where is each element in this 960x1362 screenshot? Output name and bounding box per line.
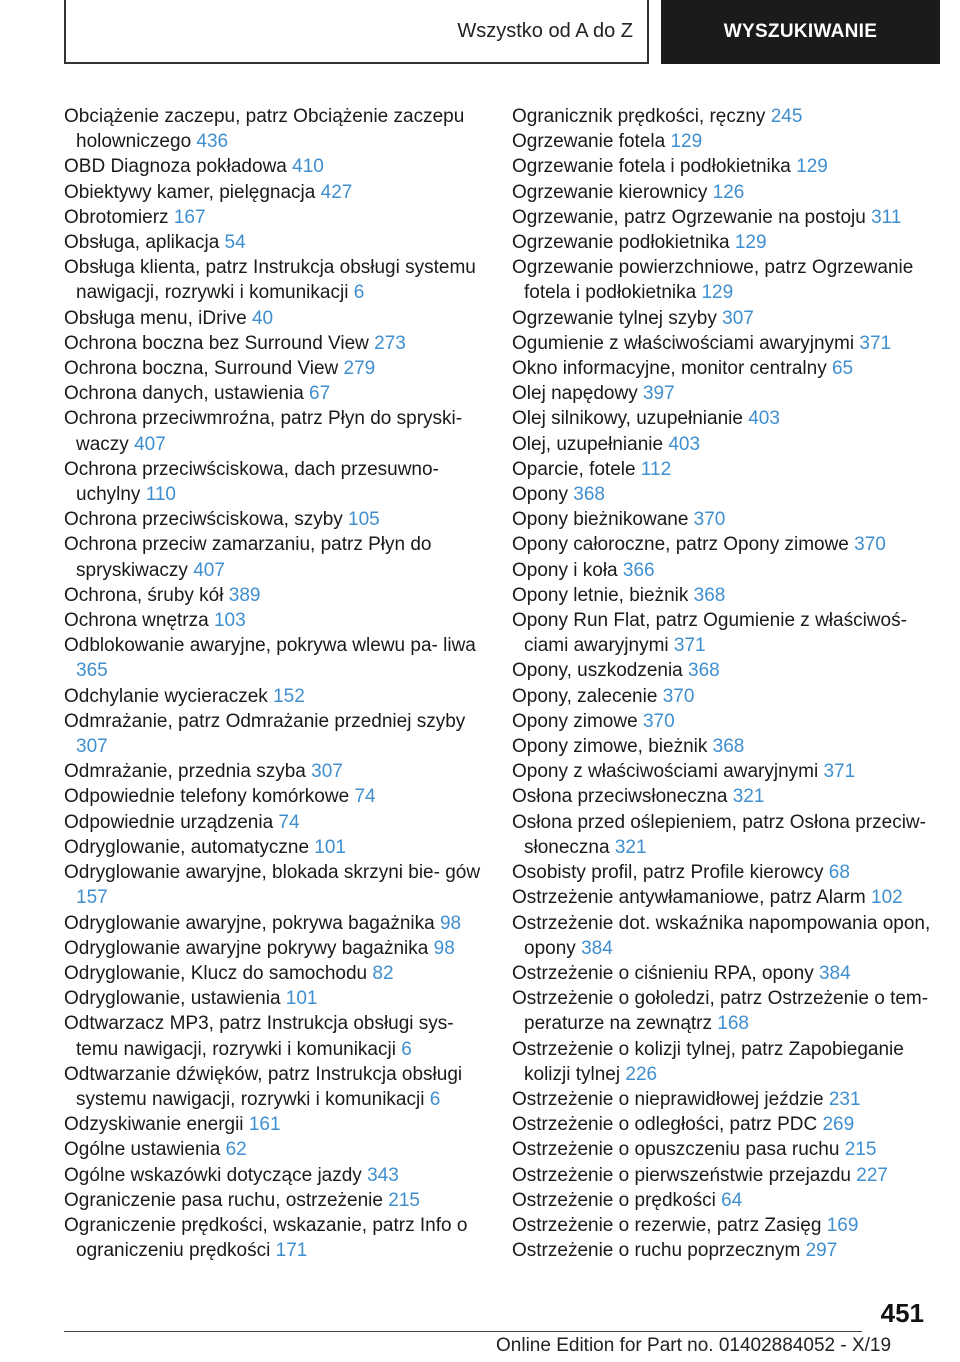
index-entry	[512, 1238, 932, 1263]
entry-page-link[interactable]: 368	[693, 584, 726, 606]
entry-text: Ogrzewanie podłokietnika	[512, 232, 730, 254]
entry-text: Odpowiednie telefony komórkowe	[64, 786, 350, 808]
entry-page-link[interactable]: 321	[614, 836, 647, 858]
entry-text: Odmrażanie, patrz Odmrażanie przedniej szyby	[64, 710, 466, 732]
entry-text: Odryglowanie, automatyczne	[64, 836, 310, 858]
index-entry	[64, 1163, 484, 1188]
entry-page-link[interactable]: 403	[748, 408, 780, 430]
entry-text: Odtwarzacz MP3, patrz Instrukcja obsługi sys‐ temu nawigacji, rozrywki i komunikacji	[64, 1013, 454, 1060]
index-entry	[64, 936, 484, 961]
entry-text: Ostrzeżenie dot. wskaźnika napompowania opon, opony	[512, 912, 931, 959]
index-entry	[512, 759, 932, 784]
entry-text: Odchylanie wycieraczek	[64, 685, 268, 707]
index-entry	[64, 784, 484, 809]
entry-text: Olej napędowy	[512, 383, 638, 405]
entry-page-link[interactable]: 370	[693, 509, 726, 531]
edition-text: Online Edition for Part no. 01402884052 - X/19	[496, 1335, 892, 1356]
index-entry	[64, 457, 484, 507]
entry-page-link[interactable]: 129	[701, 282, 734, 304]
index-entry	[64, 1062, 484, 1112]
index-entry	[64, 180, 484, 205]
index-entry	[512, 129, 932, 154]
entry-page-link[interactable]: 167	[173, 206, 206, 228]
entry-text: Ostrzeżenie o pierwszeństwie przejazdu	[512, 1164, 851, 1186]
entry-page-link[interactable]: 366	[622, 559, 655, 581]
entry-page-link[interactable]: 365	[76, 660, 108, 682]
entry-text: Ochrona przeciwściskowa, dach przesuwno‐ uchylny	[64, 458, 439, 506]
index-entry	[512, 608, 932, 658]
index-entry	[512, 684, 932, 709]
entry-text: Ostrzeżenie o ciśnieniu RPA, opony	[512, 962, 814, 984]
entry-text: Ochrona przeciw zamarzaniu, patrz Płyn do spryskiwaczy	[64, 534, 432, 581]
entry-text: Ogólne ustawienia	[64, 1139, 221, 1161]
entry-text: Ostrzeżenie antywłamaniowe, patrz Alarm	[512, 887, 866, 909]
index-entry	[64, 255, 484, 305]
entry-text: Ostrzeżenie o kolizji tylnej, patrz Zapobieganie kolizji tylnej	[512, 1038, 904, 1085]
index-entry	[512, 432, 932, 457]
entry-page-link[interactable]: 82	[372, 962, 394, 984]
entry-text: Odtwarzanie dźwięków, patrz Instrukcja obsługi systemu nawigacji, rozrywki i komunikacji	[64, 1063, 463, 1110]
entry-page-link[interactable]: 103	[213, 610, 246, 632]
entry-page-link[interactable]: 101	[285, 988, 318, 1010]
entry-text: Obciążenie zaczepu, patrz Obciążenie zaczepu holowniczego	[64, 106, 465, 153]
index-entry	[512, 860, 932, 885]
entry-text: Ogrzewanie, patrz Ogrzewanie na postoju	[512, 206, 866, 228]
index-entry	[512, 1188, 932, 1213]
entry-page-link[interactable]: 64	[721, 1189, 743, 1211]
entry-text: Opony bieżnikowane	[512, 509, 689, 531]
entry-text: Ochrona boczna, Surround View	[64, 358, 339, 380]
entry-page-link[interactable]: 307	[722, 307, 754, 329]
entry-text: Odryglowanie awaryjne, blokada skrzyni bie‐ gów	[64, 862, 481, 884]
index-entry	[64, 1137, 484, 1162]
index-entry	[512, 406, 932, 431]
entry-text: Ostrzeżenie o opuszczeniu pasa ruchu	[512, 1139, 840, 1161]
index-entry	[512, 810, 932, 860]
index-entry	[512, 558, 932, 583]
entry-page-link[interactable]: 65	[831, 358, 854, 380]
entry-page-link[interactable]: 67	[309, 383, 331, 405]
entry-text: Opony, uszkodzenia	[512, 660, 683, 682]
entry-page-link[interactable]: 54	[224, 232, 246, 254]
index-entry	[64, 154, 484, 179]
entry-page-link[interactable]: 110	[145, 484, 176, 506]
entry-page-link[interactable]: 169	[826, 1214, 859, 1236]
entry-page-link[interactable]: 407	[134, 433, 166, 455]
index-entry	[64, 961, 484, 986]
entry-page-link[interactable]: 410	[292, 156, 324, 178]
entry-page-link[interactable]: 371	[673, 635, 706, 657]
entry-text: Obiektywy kamer, pielęgnacja	[64, 181, 316, 203]
entry-text: Ostrzeżenie o rezerwie, patrz Zasięg	[512, 1214, 822, 1236]
footer-divider	[64, 1331, 862, 1332]
entry-page-link[interactable]: 436	[196, 131, 229, 153]
entry-text: Odzyskiwanie energii	[64, 1114, 244, 1136]
index-entry	[64, 356, 484, 381]
index-entry	[512, 1087, 932, 1112]
entry-text: Obsługa menu, iDrive	[64, 307, 247, 329]
entry-text: Olej silnikowy, uzupełnianie	[512, 408, 743, 430]
entry-page-link[interactable]: 168	[717, 1013, 749, 1035]
index-entry	[64, 583, 484, 608]
index-entry	[512, 885, 932, 910]
entry-text: Opony letnie, bieżnik	[512, 584, 689, 606]
entry-page-link[interactable]: 74	[354, 786, 376, 808]
entry-page-link[interactable]: 161	[248, 1114, 281, 1136]
entry-text: Opony z właściwościami awaryjnymi	[512, 761, 819, 783]
index-entry	[512, 154, 932, 179]
index-entry	[64, 104, 484, 154]
index-entry	[512, 734, 932, 759]
entry-page-link[interactable]: 129	[670, 131, 703, 153]
index-entry	[512, 1037, 932, 1087]
entry-text: Okno informacyjne, monitor centralny	[512, 358, 827, 380]
entry-page-link[interactable]: 389	[228, 584, 261, 606]
index-entry	[512, 306, 932, 331]
entry-page-link[interactable]: 126	[712, 181, 745, 203]
entry-page-link[interactable]: 368	[712, 736, 745, 758]
entry-text: Ostrzeżenie o prędkości	[512, 1189, 716, 1211]
index-entry	[64, 911, 484, 936]
index-entry	[512, 709, 932, 734]
index-entry	[512, 104, 932, 129]
index-entry	[512, 507, 932, 532]
entry-page-link[interactable]: 273	[374, 332, 406, 354]
entry-page-link[interactable]: 102	[871, 887, 903, 909]
entry-text: Ogumienie z właściwościami awaryjnymi	[512, 332, 855, 354]
index-entry	[512, 457, 932, 482]
entry-text: Ostrzeżenie o ruchu poprzecznym	[512, 1240, 801, 1262]
entry-page-link[interactable]: 227	[856, 1164, 888, 1186]
entry-text: Ochrona przeciwściskowa, szyby	[64, 509, 343, 531]
entry-page-link[interactable]: 407	[193, 559, 225, 581]
entry-text: Ogrzewanie kierownicy	[512, 181, 708, 203]
index-entry	[64, 306, 484, 331]
entry-page-link[interactable]: 40	[251, 307, 274, 329]
entry-text: Odblokowanie awaryjne, pokrywa wlewu pa‐ liwa	[64, 635, 476, 657]
index-entry	[64, 507, 484, 532]
index-entry	[64, 205, 484, 230]
entry-page-link[interactable]: 297	[805, 1240, 838, 1262]
entry-text: Ogrzewanie powierzchniowe, patrz Ogrzewanie fotela i podłokietnika	[512, 257, 914, 304]
index-column-left	[64, 104, 484, 1263]
entry-text: Ochrona wnętrza	[64, 610, 209, 632]
entry-text: Ostrzeżenie o nieprawidłowej jeździe	[512, 1088, 824, 1110]
entry-page-link[interactable]: 231	[828, 1088, 861, 1110]
entry-page-link[interactable]: 368	[688, 660, 720, 682]
entry-page-link[interactable]: 311	[871, 206, 902, 228]
entry-text: Ogrzewanie tylnej szyby	[512, 307, 717, 329]
entry-text: Ogranicznik prędkości, ręczny	[512, 106, 766, 127]
entry-page-link[interactable]: 226	[625, 1063, 658, 1085]
entry-page-link[interactable]: 403	[668, 433, 701, 455]
index-entry	[64, 230, 484, 255]
index-entry	[512, 482, 932, 507]
index-entry	[512, 1163, 932, 1188]
entry-text: Osłona przed oślepieniem, patrz Osłona przeciw‐ słoneczna	[512, 811, 926, 858]
index-entry	[64, 709, 484, 759]
section-title: Wszystko od A do Z	[457, 19, 633, 42]
search-label: WYSZUKIWANIE	[723, 21, 878, 42]
index-entry	[512, 532, 932, 557]
entry-page-link[interactable]: 215	[388, 1189, 420, 1211]
entry-page-link[interactable]: 371	[859, 332, 892, 354]
entry-page-link[interactable]: 68	[828, 862, 850, 884]
index-entry	[64, 608, 484, 633]
entry-page-link[interactable]: 171	[275, 1240, 308, 1262]
entry-page-link[interactable]: 98	[433, 937, 455, 959]
entry-text: Odmrażanie, przednia szyba	[64, 761, 306, 783]
index-entry	[64, 810, 484, 835]
index-entry	[64, 532, 484, 582]
index-entry	[64, 381, 484, 406]
section-title-tab	[64, 0, 649, 64]
entry-text: Odryglowanie, Klucz do samochodu	[64, 962, 368, 984]
entry-text: Opony i koła	[512, 559, 618, 581]
entry-text: Obsługa, aplikacja	[64, 232, 220, 254]
entry-page-link[interactable]: 105	[348, 509, 380, 531]
entry-page-link[interactable]: 384	[581, 937, 613, 959]
index-entry	[64, 406, 484, 456]
entry-page-link[interactable]: 397	[642, 383, 675, 405]
entry-page-link[interactable]: 384	[818, 962, 851, 984]
entry-text: Odryglowanie, ustawienia	[64, 988, 281, 1010]
entry-page-link[interactable]: 307	[76, 736, 108, 758]
entry-text: Ochrona danych, ustawienia	[64, 383, 304, 405]
index-entry	[512, 180, 932, 205]
entry-text: Obrotomierz	[64, 206, 169, 228]
entry-page-link[interactable]: 427	[320, 181, 353, 203]
entry-text: Opony	[512, 484, 568, 506]
entry-text: Ochrona, śruby kół	[64, 584, 224, 606]
entry-text: Ograniczenie pasa ruchu, ostrzeżenie	[64, 1189, 383, 1211]
index-entry	[512, 1112, 932, 1137]
entry-text: Odryglowanie awaryjne pokrywy bagażnika	[64, 937, 429, 959]
entry-text: Osłona przeciwsłoneczna	[512, 786, 728, 808]
entry-text: Opony zimowe, bieżnik	[512, 736, 708, 758]
index-entry	[512, 986, 932, 1036]
entry-page-link[interactable]: 215	[844, 1139, 877, 1161]
entry-text: OBD Diagnoza pokładowa	[64, 156, 287, 178]
entry-page-link[interactable]: 321	[732, 786, 765, 808]
index-entry	[512, 961, 932, 986]
index-entry	[64, 759, 484, 784]
entry-text: Ostrzeżenie o gołoledzi, patrz Ostrzeżenie o tem‐ peraturze na zewnątrz	[512, 988, 929, 1035]
index-entry	[512, 356, 932, 381]
entry-text: Osobisty profil, patrz Profile kierowcy	[512, 862, 824, 884]
page-number: 451	[880, 1298, 924, 1328]
entry-page-link[interactable]: 368	[573, 484, 605, 506]
entry-text: Odryglowanie awaryjne, pokrywa bagażnika	[64, 912, 435, 934]
entry-text: Opony zimowe	[512, 710, 638, 732]
entry-page-link[interactable]: 370	[642, 710, 675, 732]
entry-text: Ogrzewanie fotela i podłokietnika	[512, 156, 791, 178]
index-entry	[512, 331, 932, 356]
index-entry	[64, 1188, 484, 1213]
entry-page-link[interactable]: 6	[429, 1088, 441, 1110]
index-entry	[512, 911, 932, 961]
entry-page-link[interactable]: 101	[314, 836, 346, 858]
index-entry	[512, 230, 932, 255]
entry-text: Odpowiednie urządzenia	[64, 811, 274, 833]
entry-text: Opony całoroczne, patrz Opony zimowe	[512, 534, 849, 556]
index-entry	[64, 331, 484, 356]
entry-page-link[interactable]: 6	[401, 1038, 412, 1060]
index-entry	[512, 381, 932, 406]
entry-page-link[interactable]: 62	[225, 1139, 247, 1161]
index-entry	[64, 1112, 484, 1137]
entry-text: Ostrzeżenie o odległości, patrz PDC	[512, 1114, 818, 1136]
index-entry	[64, 860, 484, 910]
entry-page-link[interactable]: 6	[353, 282, 365, 304]
index-column-right	[512, 104, 932, 1263]
entry-text: Ochrona boczna bez Surround View	[64, 332, 369, 354]
index-entry	[512, 658, 932, 683]
entry-page-link[interactable]: 371	[823, 761, 856, 783]
entry-page-link[interactable]: 245	[770, 106, 803, 127]
entry-page-link[interactable]: 343	[367, 1164, 399, 1186]
index-entry	[64, 835, 484, 860]
index-entry	[64, 1011, 484, 1061]
entry-text: Ograniczenie prędkości, wskazanie, patrz Info o ograniczeniu prędkości	[64, 1214, 468, 1262]
entry-page-link[interactable]: 279	[343, 358, 376, 380]
index-entry	[64, 1213, 484, 1263]
entry-page-link[interactable]: 98	[439, 912, 462, 934]
entry-page-link[interactable]: 370	[854, 534, 886, 556]
search-button[interactable]	[661, 0, 940, 64]
entry-page-link[interactable]: 129	[734, 232, 767, 254]
index-entry	[512, 205, 932, 230]
entry-text: Oparcie, fotele	[512, 458, 636, 480]
entry-text: Opony Run Flat, patrz Ogumienie z właściwoś‐ ciami awaryjnymi	[512, 610, 907, 657]
entry-text: Obsługa klienta, patrz Instrukcja obsługi systemu nawigacji, rozrywki i komunikacji	[64, 257, 476, 304]
entry-text: Olej, uzupełnianie	[512, 433, 664, 455]
entry-text: Ochrona przeciwmroźna, patrz Płyn do spryski‐ waczy	[64, 408, 463, 455]
index-entry	[512, 784, 932, 809]
entry-page-link[interactable]: 269	[822, 1114, 855, 1136]
index-entry	[64, 986, 484, 1011]
index-entry	[512, 583, 932, 608]
index-entry	[64, 684, 484, 709]
index-entry	[512, 255, 932, 305]
entry-text: Ogrzewanie fotela	[512, 131, 666, 153]
entry-page-link[interactable]: 370	[662, 685, 695, 707]
index-entry	[64, 633, 484, 683]
entry-text: Ogólne wskazówki dotyczące jazdy	[64, 1164, 362, 1186]
entry-page-link[interactable]: 307	[311, 761, 343, 783]
index-entry	[512, 1213, 932, 1238]
entry-page-link[interactable]: 157	[76, 887, 108, 909]
entry-page-link[interactable]: 112	[640, 458, 672, 480]
entry-page-link[interactable]: 129	[796, 156, 828, 178]
index-entry	[512, 1137, 932, 1162]
entry-text: Opony, zalecenie	[512, 685, 658, 707]
entry-page-link[interactable]: 74	[278, 811, 300, 833]
entry-page-link[interactable]: 152	[273, 685, 305, 707]
